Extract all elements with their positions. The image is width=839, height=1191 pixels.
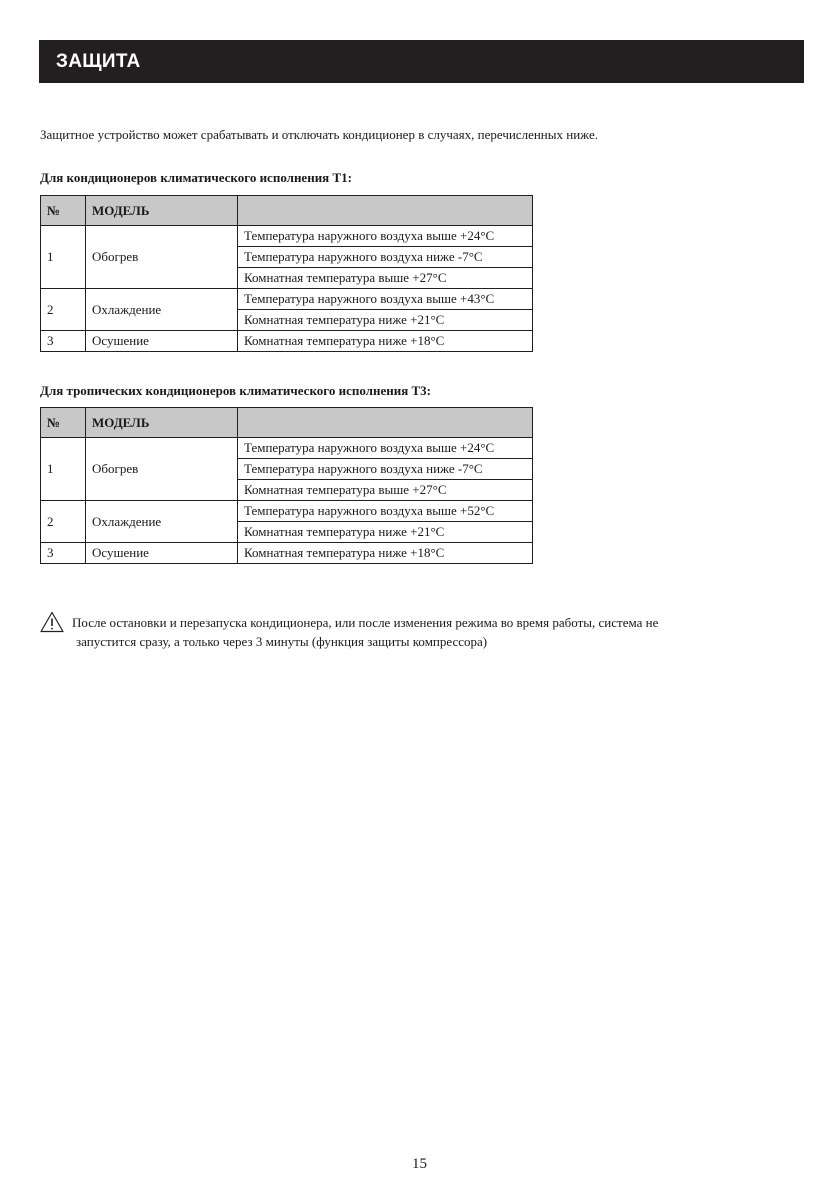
section-title-t3: Для тропических кондиционеров климатического исполнения T3: [40,383,431,398]
row-mode: Обогрев [86,226,238,289]
table-row [41,331,533,352]
row-no: 2 [41,289,86,331]
table-row [41,289,533,310]
row-no: 1 [41,226,86,289]
table-row [41,438,533,459]
table-header-row [41,196,533,226]
row-condition: Комнатная температура ниже +18°C [238,331,533,352]
row-condition: Температура наружного воздуха выше +52°C [238,501,533,522]
row-condition: Температура наружного воздуха выше +24°C [238,438,533,459]
header-no: № [41,196,86,226]
protection-table-t1 [40,195,533,352]
row-no: 2 [41,501,86,543]
row-condition: Температура наружного воздуха ниже -7°C [238,247,533,268]
header-condition [238,408,533,438]
header-condition [238,196,533,226]
table-row [41,226,533,247]
row-condition: Температура наружного воздуха ниже -7°C [238,459,533,480]
row-mode: Обогрев [86,438,238,501]
row-condition: Комнатная температура выше +27°C [238,268,533,289]
row-condition: Комнатная температура ниже +21°C [238,522,533,543]
table-row [41,501,533,522]
protection-table-t3 [40,407,533,564]
table-header-row [41,408,533,438]
row-mode: Осушение [86,543,238,564]
row-mode: Охлаждение [86,501,238,543]
intro-text: Защитное устройство может срабатывать и отключать кондиционер в случаях, перечисленных ниже. [40,127,598,142]
table-row [41,543,533,564]
row-mode: Осушение [86,331,238,352]
note-line-1: После остановки и перезапуска кондиционера, или после изменения режима во время работы, система не [72,615,659,630]
row-condition: Температура наружного воздуха выше +24°C [238,226,533,247]
row-condition: Температура наружного воздуха выше +43°C [238,289,533,310]
row-mode: Охлаждение [86,289,238,331]
header-no: № [41,408,86,438]
row-no: 3 [41,331,86,352]
row-condition: Комнатная температура ниже +18°C [238,543,533,564]
note-line-2: запустится сразу, а только через 3 минуты (функция защиты компрессора) [76,634,488,649]
page-title-banner: ЗАЩИТА [39,40,804,83]
warning-icon [40,611,64,638]
row-no: 1 [41,438,86,501]
header-model: МОДЕЛЬ [86,196,238,226]
row-no: 3 [41,543,86,564]
row-condition: Комнатная температура ниже +21°C [238,310,533,331]
page-number: 15 [412,1156,427,1172]
row-condition: Комнатная температура выше +27°C [238,480,533,501]
header-model: МОДЕЛЬ [86,408,238,438]
section-title-t1: Для кондиционеров климатического исполнения T1: [40,170,352,185]
